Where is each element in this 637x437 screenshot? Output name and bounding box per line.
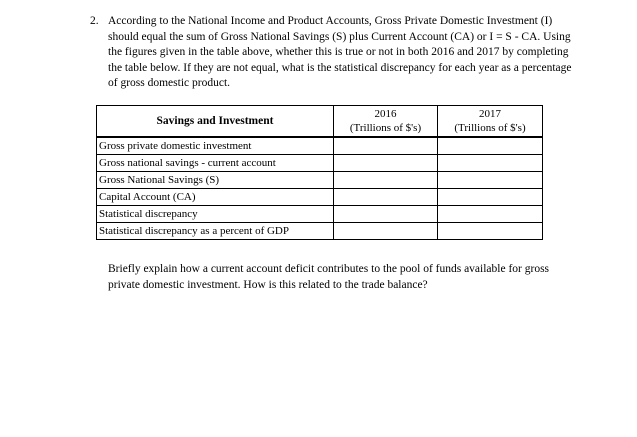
cell-2016[interactable] xyxy=(334,189,438,206)
table-row xyxy=(97,206,543,223)
header-2016-year: 2016 xyxy=(374,108,397,120)
cell-2016[interactable] xyxy=(334,172,438,189)
question-2 xyxy=(90,14,575,92)
header-2017-unit: (Trillions of $'s) xyxy=(454,122,526,134)
row-label: Statistical discrepancy xyxy=(97,206,334,223)
table-header-row xyxy=(97,106,543,138)
table-row xyxy=(97,189,543,206)
table-row xyxy=(97,223,543,240)
row-label: Gross private domestic investment xyxy=(97,137,334,155)
row-label: Gross National Savings (S) xyxy=(97,172,334,189)
cell-2017[interactable] xyxy=(438,223,543,240)
savings-investment-table xyxy=(96,105,543,240)
header-2017-year: 2017 xyxy=(479,108,501,120)
cell-2017[interactable] xyxy=(438,155,543,172)
cell-2016[interactable] xyxy=(334,206,438,223)
cell-2017[interactable] xyxy=(438,137,543,155)
header-2016 xyxy=(334,106,438,138)
question-text: According to the National Income and Product Accounts, Gross Private Domestic Investment (I) should equal the sum of Gross National Savings (S) plus Current Account (CA) or I = S - CA. Using the figures given in the table above, whether this is true or not in both 2016 and 2017 by completing the table below. If they are not equal, what is the statistical discrepancy for each year as a percentage of gross domestic product. xyxy=(108,15,572,90)
cell-2017[interactable] xyxy=(438,172,543,189)
header-2016-unit: (Trillions of $'s) xyxy=(349,122,422,134)
cell-2016[interactable] xyxy=(334,155,438,172)
row-label: Statistical discrepancy as a percent of GDP xyxy=(97,223,334,240)
cell-2016[interactable] xyxy=(334,137,438,155)
table-row xyxy=(97,137,543,155)
table-row xyxy=(97,172,543,189)
cell-2017[interactable] xyxy=(438,189,543,206)
cell-2017[interactable] xyxy=(438,206,543,223)
row-label: Gross national savings - current account xyxy=(97,155,334,172)
followup-question: Briefly explain how a current account deficit contributes to the pool of funds available for gross private domestic investment. How is this related to the trade balance? xyxy=(108,263,550,291)
question-number: 2. xyxy=(90,15,99,27)
header-2017 xyxy=(438,106,543,138)
table-row xyxy=(97,155,543,172)
row-label: Capital Account (CA) xyxy=(97,189,334,206)
header-label: Savings and Investment xyxy=(97,106,334,138)
cell-2016[interactable] xyxy=(334,223,438,240)
